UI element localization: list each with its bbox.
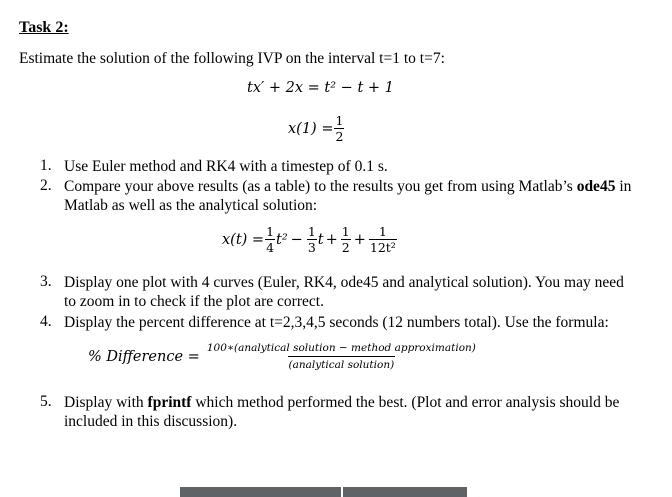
percent-difference-formula [88,342,477,371]
fprintf-keyword: fprintf [147,394,192,411]
solution-frac-3: $\frac{1}{2}$ [341,224,350,256]
solution-frac-1: $\frac{1}{4}$ [266,224,275,256]
list-text: Use Euler method and RK4 with a timestep of 0.1 s. [64,158,388,175]
solution-lhs: x(t) = [222,231,265,248]
formula-fraction [206,342,477,371]
formula-lhs: % Difference = [88,348,200,365]
solution-var-1: t² [276,231,288,248]
task-intro: Estimate the solution of the following IVP on the interval t=1 to t=7: [19,50,445,67]
list-text-post: which method performed the best. (Plot and error analysis should be included in this discussion). [64,394,620,430]
formula-numerator: 100∗(analytical solution − method approximation) [206,342,476,354]
solution-op-3: + [353,231,366,248]
list-text [64,393,624,431]
list-item-5 [40,393,640,433]
list-item-4 [40,313,640,333]
list-number: 3. [40,273,52,290]
list-item-1 [40,157,640,177]
list-number: 1. [40,157,52,174]
task-title: Task 2: [19,19,69,36]
formula-denominator: (analytical solution) [288,356,396,371]
ic-denominator: 2 [335,129,344,145]
initial-condition [288,114,345,143]
list-text: Display one plot with 4 curves (Euler, RK4, ode45 and analytical solution). You may need to zoom in to check if the plot are correct. [64,274,624,310]
ode-equation: tx′ + 2x = t² − t + 1 [247,80,394,96]
list-text-pre: Compare your above results (as a table) to the results you get from using Matlab’s [64,178,577,195]
list-text [64,177,640,215]
solution-op-2: + [325,231,338,248]
analytical-solution [222,225,398,254]
ic-numerator: 1 [335,113,344,128]
bottom-bar-left[interactable] [180,487,341,497]
bottom-bar-right[interactable] [343,487,467,497]
solution-op-1: − [290,231,303,248]
list-item-3 [40,273,640,313]
list-number: 5. [40,393,52,410]
list-text-pre: Display with [64,394,148,411]
solution-var-2: t [317,231,324,248]
solution-frac-2: $\frac{1}{3}$ [307,224,316,256]
solution-frac-4: $\frac{1}{\text{12t²}}$ [369,224,396,256]
ode45-keyword: ode45 [576,178,616,195]
ic-lhs: x(1) = [288,120,334,137]
list-item-2 [40,177,640,217]
ic-fraction [334,114,344,143]
list-number: 4. [40,313,52,330]
list-text-post: in Matlab as well as the analytical solution: [64,178,632,214]
list-text: Display the percent difference at t=2,3,4,5 seconds (12 numbers total). Use the formula: [64,314,609,331]
list-number: 2. [40,177,52,194]
